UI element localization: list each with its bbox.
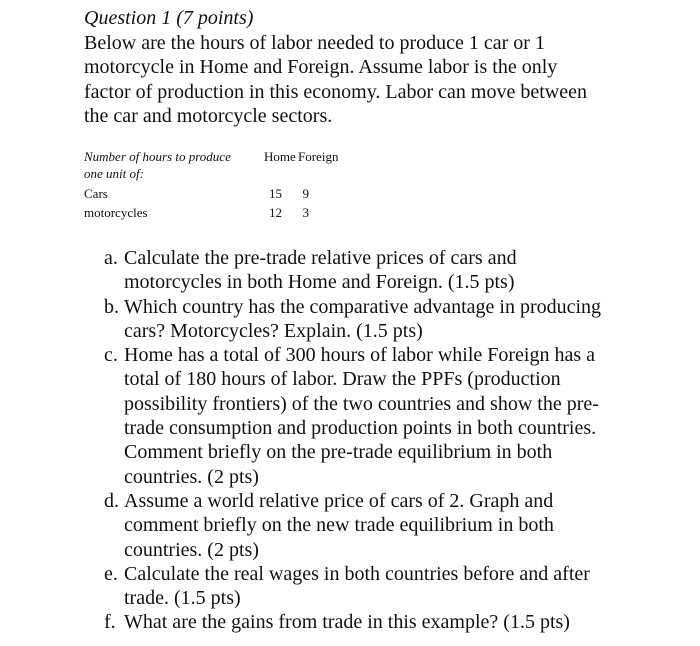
part-text-line: Home has a total of 300 hours of labor while Foreign has a [124, 344, 596, 367]
part-text-line: possibility frontiers) of the two countries and show the pre- [124, 392, 599, 415]
part-text-line: countries. (2 pts) [124, 538, 259, 561]
question-intro [84, 31, 644, 128]
home-hours-value: 12 [269, 205, 282, 220]
intro-line: factor of production in this economy. Labor can move between [84, 80, 587, 103]
foreign-hours-value: 9 [302, 186, 309, 201]
intro-line: the car and motorcycle sectors. [84, 104, 333, 127]
part-letter: d. [104, 489, 119, 512]
part-text-line: Assume a world relative price of cars of 2. Graph and [124, 489, 554, 512]
column-header-home: Home [264, 149, 296, 164]
part-text-line: Comment briefly on the pre-trade equilibrium in both [124, 441, 553, 464]
column-header-foreign: Foreign [298, 149, 339, 164]
part-text-line: cars? Motorcycles? Explain. (1.5 pts) [124, 319, 423, 342]
table-header-label [84, 148, 254, 182]
table-row [84, 205, 344, 223]
part-text-line: comment briefly on the new trade equilibrium in both [124, 514, 554, 537]
part-letter: b. [104, 295, 119, 318]
question-parts-list [104, 246, 644, 635]
part-text-line: countries. (2 pts) [124, 465, 259, 488]
question-part-d [104, 489, 644, 562]
intro-line: motorcycle in Home and Foreign. Assume labor is the only [84, 56, 558, 79]
part-letter: a. [104, 247, 118, 269]
table-row [84, 186, 344, 204]
question-part-e [104, 562, 644, 611]
part-letter: c. [104, 344, 118, 367]
question-part-c [104, 343, 644, 489]
question-part-f [104, 610, 644, 634]
part-text-line: total of 180 hours of labor. Draw the PPFs (production [124, 368, 561, 391]
part-letter: e. [104, 562, 118, 585]
part-text-line: Which country has the comparative advantage in producing [124, 295, 602, 318]
part-text-line: trade. (1.5 pts) [124, 587, 241, 610]
row-good-label: motorcycles [84, 205, 148, 220]
part-text-line: trade consumption and production points in both countries. [124, 417, 597, 440]
home-hours-value: 15 [269, 186, 282, 201]
intro-line: Below are the hours of labor needed to produce 1 car or 1 [84, 32, 545, 54]
question-title: Question 1 (7 points) [84, 7, 254, 29]
table-header-label-line: one unit of: [84, 166, 144, 181]
part-text-line: Calculate the real wages in both countries before and after [124, 562, 590, 585]
part-text-line: What are the gains from trade in this example? (1.5 pts) [124, 611, 570, 634]
row-good-label: Cars [84, 186, 108, 201]
table-header-label-line: Number of hours to produce [84, 149, 231, 164]
question-part-a [104, 246, 644, 295]
part-text-line: motorcycles in both Home and Foreign. (1.5 pts) [124, 271, 515, 294]
foreign-hours-value: 3 [302, 205, 309, 220]
question-part-b [104, 295, 644, 344]
part-text-line: Calculate the pre-trade relative prices of cars and [124, 247, 517, 269]
part-letter: f. [104, 611, 116, 634]
